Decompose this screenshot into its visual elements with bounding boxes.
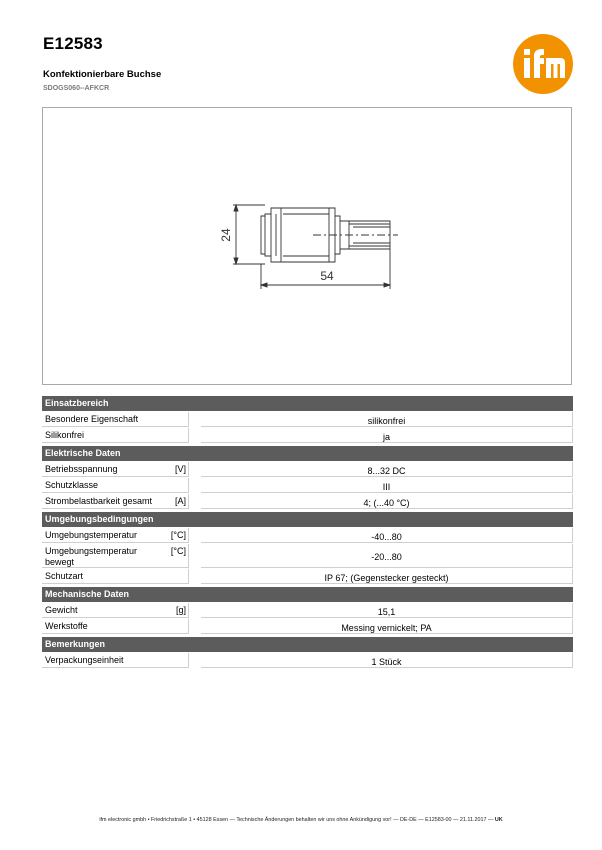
section-header: Bemerkungen (42, 637, 573, 652)
table-row (42, 412, 573, 427)
row-label: Schutzklasse (42, 478, 189, 493)
row-value: -40...80 (201, 528, 573, 543)
row-unit: [°C] (170, 530, 186, 540)
row-value: III (201, 478, 573, 493)
row-label: Schutzart (42, 569, 189, 584)
row-value: IP 67; (Gegenstecker gesteckt) (201, 569, 573, 584)
table-row (42, 569, 573, 584)
table-row (42, 619, 573, 634)
row-label: Betriebsspannung [V] (42, 462, 189, 477)
table-row (42, 462, 573, 477)
table-row (42, 494, 573, 509)
connector-drawing (43, 108, 573, 386)
row-unit: [g] (175, 605, 186, 615)
row-label: Besondere Eigenschaft (42, 412, 189, 427)
row-value: 15,1 (201, 603, 573, 618)
section-header: Einsatzbereich (42, 396, 573, 411)
section-header: Elektrische Daten (42, 446, 573, 461)
row-label: Verpackungseinheit (42, 653, 189, 668)
row-label: Umgebungstemperatur bewegt [°C] (42, 544, 189, 568)
row-value: 8...32 DC (201, 462, 573, 477)
row-label: Silikonfrei (42, 428, 189, 443)
row-value: Messing vernickelt; PA (201, 619, 573, 634)
row-label: Werkstoffe (42, 619, 189, 634)
footer-text: ifm electronic gmbh • Friedrichstraße 1 • 45128 Essen — Technische Änderungen behalten wir uns ohne Ankündigung vor! — DE-DE — E12583-00 — 21.11.2017 — (99, 817, 494, 823)
section-header: Mechanische Daten (42, 587, 573, 602)
page-footer (0, 817, 602, 823)
row-unit: [A] (174, 496, 186, 506)
product-code: E12583 (43, 34, 103, 53)
row-label: Strombelastbarkeit gesamt [A] (42, 494, 189, 509)
ifm-logo (513, 34, 573, 94)
table-row (42, 528, 573, 543)
table-row (42, 653, 573, 668)
section-header: Umgebungsbedingungen (42, 512, 573, 527)
row-value: 4; (...40 °C) (201, 494, 573, 509)
table-row (42, 603, 573, 618)
row-unit: [V] (174, 464, 186, 474)
article-number: SDOGS060--AFKCR (43, 85, 110, 92)
dim-height-label: 24 (219, 228, 233, 242)
row-value: -20...80 (201, 544, 573, 568)
spec-table (42, 396, 573, 668)
table-row (42, 428, 573, 443)
dim-length-label: 54 (320, 269, 334, 283)
table-row (42, 544, 573, 568)
row-value: ja (201, 428, 573, 443)
country-flag-icon: UK (494, 817, 503, 823)
row-value: 1 Stück (201, 653, 573, 668)
row-label: Gewicht [g] (42, 603, 189, 618)
dimension-drawing (42, 107, 572, 385)
row-value: silikonfrei (201, 412, 573, 427)
row-unit: [°C] (170, 546, 186, 556)
product-name: Konfektionierbare Buchse (43, 69, 162, 80)
row-label: Umgebungstemperatur [°C] (42, 528, 189, 543)
table-row (42, 478, 573, 493)
